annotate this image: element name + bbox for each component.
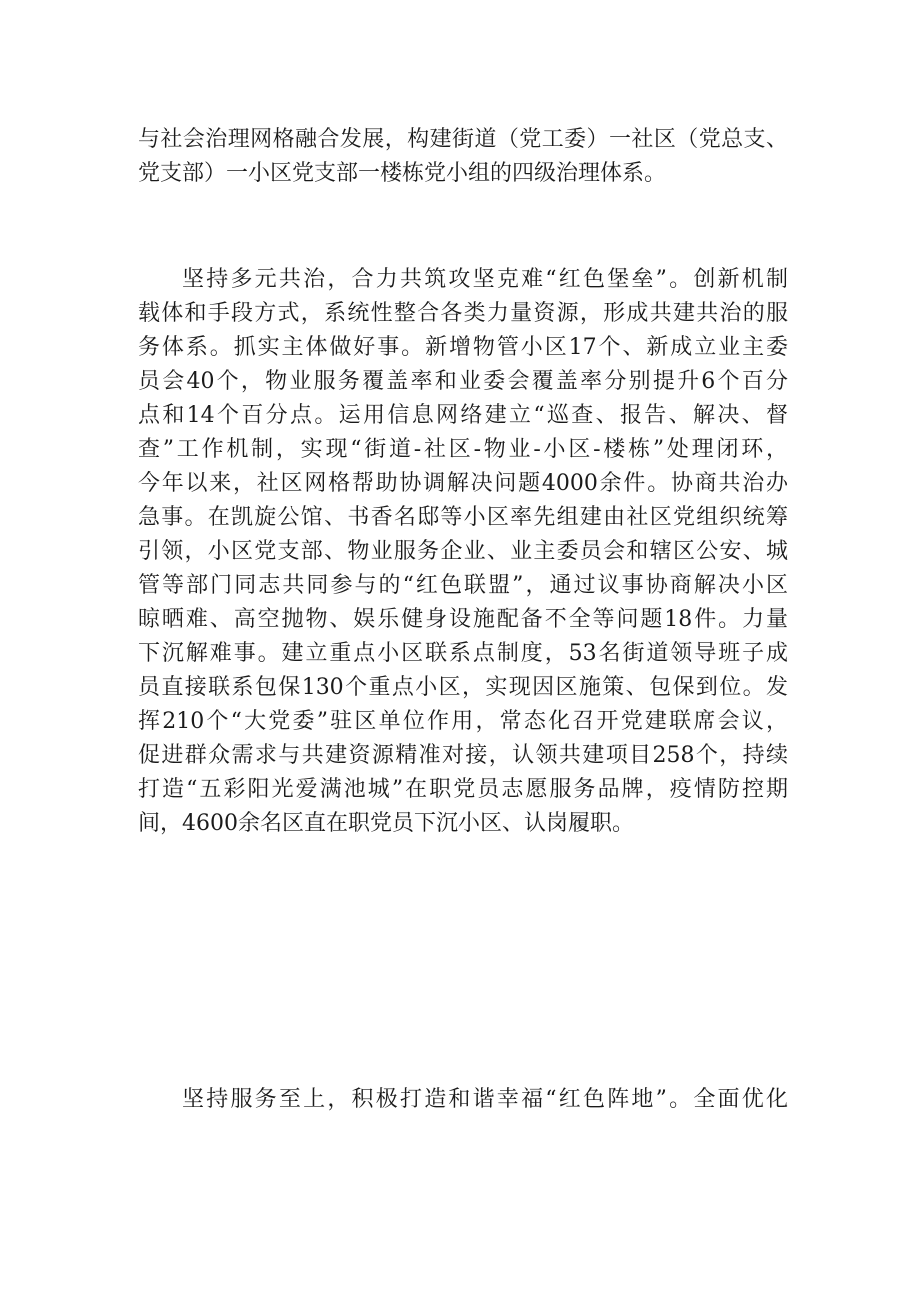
paragraph-1 <box>138 123 788 191</box>
text-line: 与社会治理网格融合发展，构建街道（党工委）一社区（党总支、 <box>138 127 788 152</box>
text-line: 载体和手段方式，系统性整合各类力量资源，形成共建共治的服 <box>138 301 788 326</box>
text-line: 间，4600余名区直在职党员下沉小区、认岗履职。 <box>138 811 634 836</box>
text-line: 管等部门同志共同参与的“红色联盟”，通过议事协商解决小区 <box>138 573 788 598</box>
text-line: 打造“五彩阳光爱满池城”在职党员志愿服务品牌，疫情防控期 <box>138 777 788 802</box>
text-line: 挥210个“大党委”驻区单位作用，常态化召开党建联席会议， <box>138 709 788 734</box>
paragraph-3 <box>138 1083 788 1117</box>
text-line: 坚持服务至上，积极打造和谐幸福“红色阵地”。全面优化 <box>182 1087 788 1112</box>
text-line: 党支部）一小区党支部一楼栋党小组的四级治理体系。 <box>138 161 667 186</box>
text-line: 坚持多元共治，合力共筑攻坚克难“红色堡垒”。创新机制 <box>182 267 788 292</box>
text-line: 下沉解难事。建立重点小区联系点制度，53名街道领导班子成 <box>138 641 788 666</box>
text-line: 急事。在凯旋公馆、书香名邸等小区率先组建由社区党组织统筹 <box>138 505 788 530</box>
text-line: 员会40个，物业服务覆盖率和业委会覆盖率分别提升6个百分 <box>138 369 788 394</box>
text-line: 今年以来，社区网格帮助协调解决问题4000余件。协商共治办 <box>138 471 788 496</box>
text-line: 促进群众需求与共建资源精准对接，认领共建项目258个，持续 <box>138 743 788 768</box>
paragraph-2 <box>138 263 788 841</box>
text-line: 查”工作机制，实现“街道-社区-物业-小区-楼栋”处理闭环， <box>138 437 788 462</box>
text-line: 晾晒难、高空抛物、娱乐健身设施配备不全等问题18件。力量 <box>138 607 788 632</box>
text-line: 务体系。抓实主体做好事。新增物管小区17个、新成立业主委 <box>138 335 788 360</box>
text-line: 员直接联系包保130个重点小区，实现因区施策、包保到位。发 <box>138 675 788 700</box>
text-line: 引领，小区党支部、物业服务企业、业主委员会和辖区公安、城 <box>138 539 788 564</box>
text-line: 点和14个百分点。运用信息网络建立“巡查、报告、解决、督 <box>138 403 788 428</box>
